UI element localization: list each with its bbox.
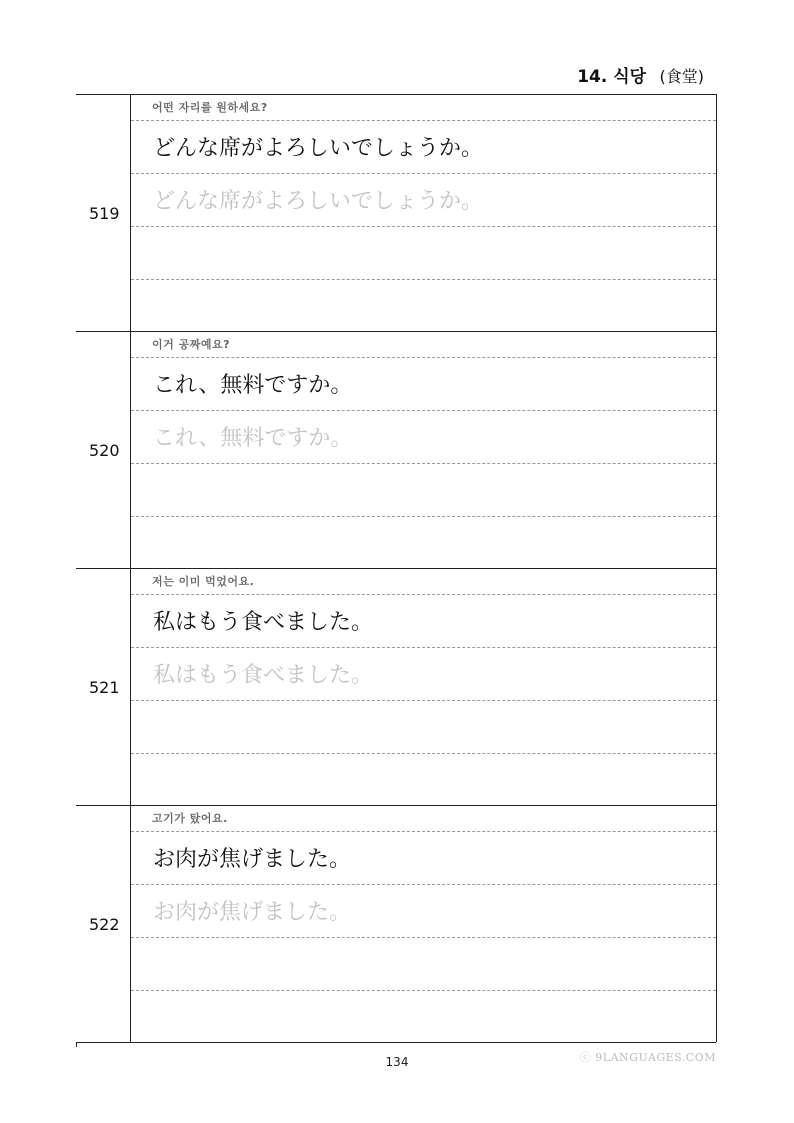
- entry-520: [76, 332, 716, 569]
- blank-writing-line[interactable]: [131, 280, 716, 333]
- tracing-sentence: お肉が焦げました。: [131, 885, 716, 938]
- blank-writing-line[interactable]: [131, 227, 716, 280]
- blank-writing-line[interactable]: [131, 464, 716, 517]
- japanese-sentence: どんな席がよろしいでしょうか。: [131, 121, 716, 174]
- entry-number: 522: [76, 806, 131, 1042]
- japanese-sentence: 私はもう食べました。: [131, 595, 716, 648]
- blank-writing-line[interactable]: [131, 991, 716, 1044]
- entry-number: 521: [76, 569, 131, 805]
- table-corner-mark: [76, 1043, 77, 1047]
- blank-writing-line[interactable]: [131, 517, 716, 570]
- section-title: 14. 식당: [577, 67, 647, 87]
- korean-sentence: 이거 공짜예요?: [131, 332, 716, 358]
- practice-table: [76, 94, 717, 1042]
- copyright-watermark: ⓒ 9LANGUAGES.COM: [579, 1051, 716, 1064]
- entry-519: [76, 95, 716, 332]
- blank-writing-line[interactable]: [131, 701, 716, 754]
- korean-sentence: 저는 이미 먹었어요.: [131, 569, 716, 595]
- page-header: [577, 62, 704, 87]
- korean-sentence: 고기가 탔어요.: [131, 806, 716, 832]
- entry-521: [76, 569, 716, 806]
- tracing-sentence: 私はもう食べました。: [131, 648, 716, 701]
- japanese-sentence: お肉が焦げました。: [131, 832, 716, 885]
- japanese-sentence: これ、無料ですか。: [131, 358, 716, 411]
- blank-writing-line[interactable]: [131, 754, 716, 807]
- entry-522: [76, 806, 716, 1043]
- entry-number: 520: [76, 332, 131, 568]
- korean-sentence: 어떤 자리를 원하세요?: [131, 95, 716, 121]
- tracing-sentence: どんな席がよろしいでしょうか。: [131, 174, 716, 227]
- section-subtitle: (食堂): [659, 67, 704, 86]
- entry-number: 519: [76, 95, 131, 331]
- page-number: 134: [385, 1055, 409, 1069]
- tracing-sentence: これ、無料ですか。: [131, 411, 716, 464]
- blank-writing-line[interactable]: [131, 938, 716, 991]
